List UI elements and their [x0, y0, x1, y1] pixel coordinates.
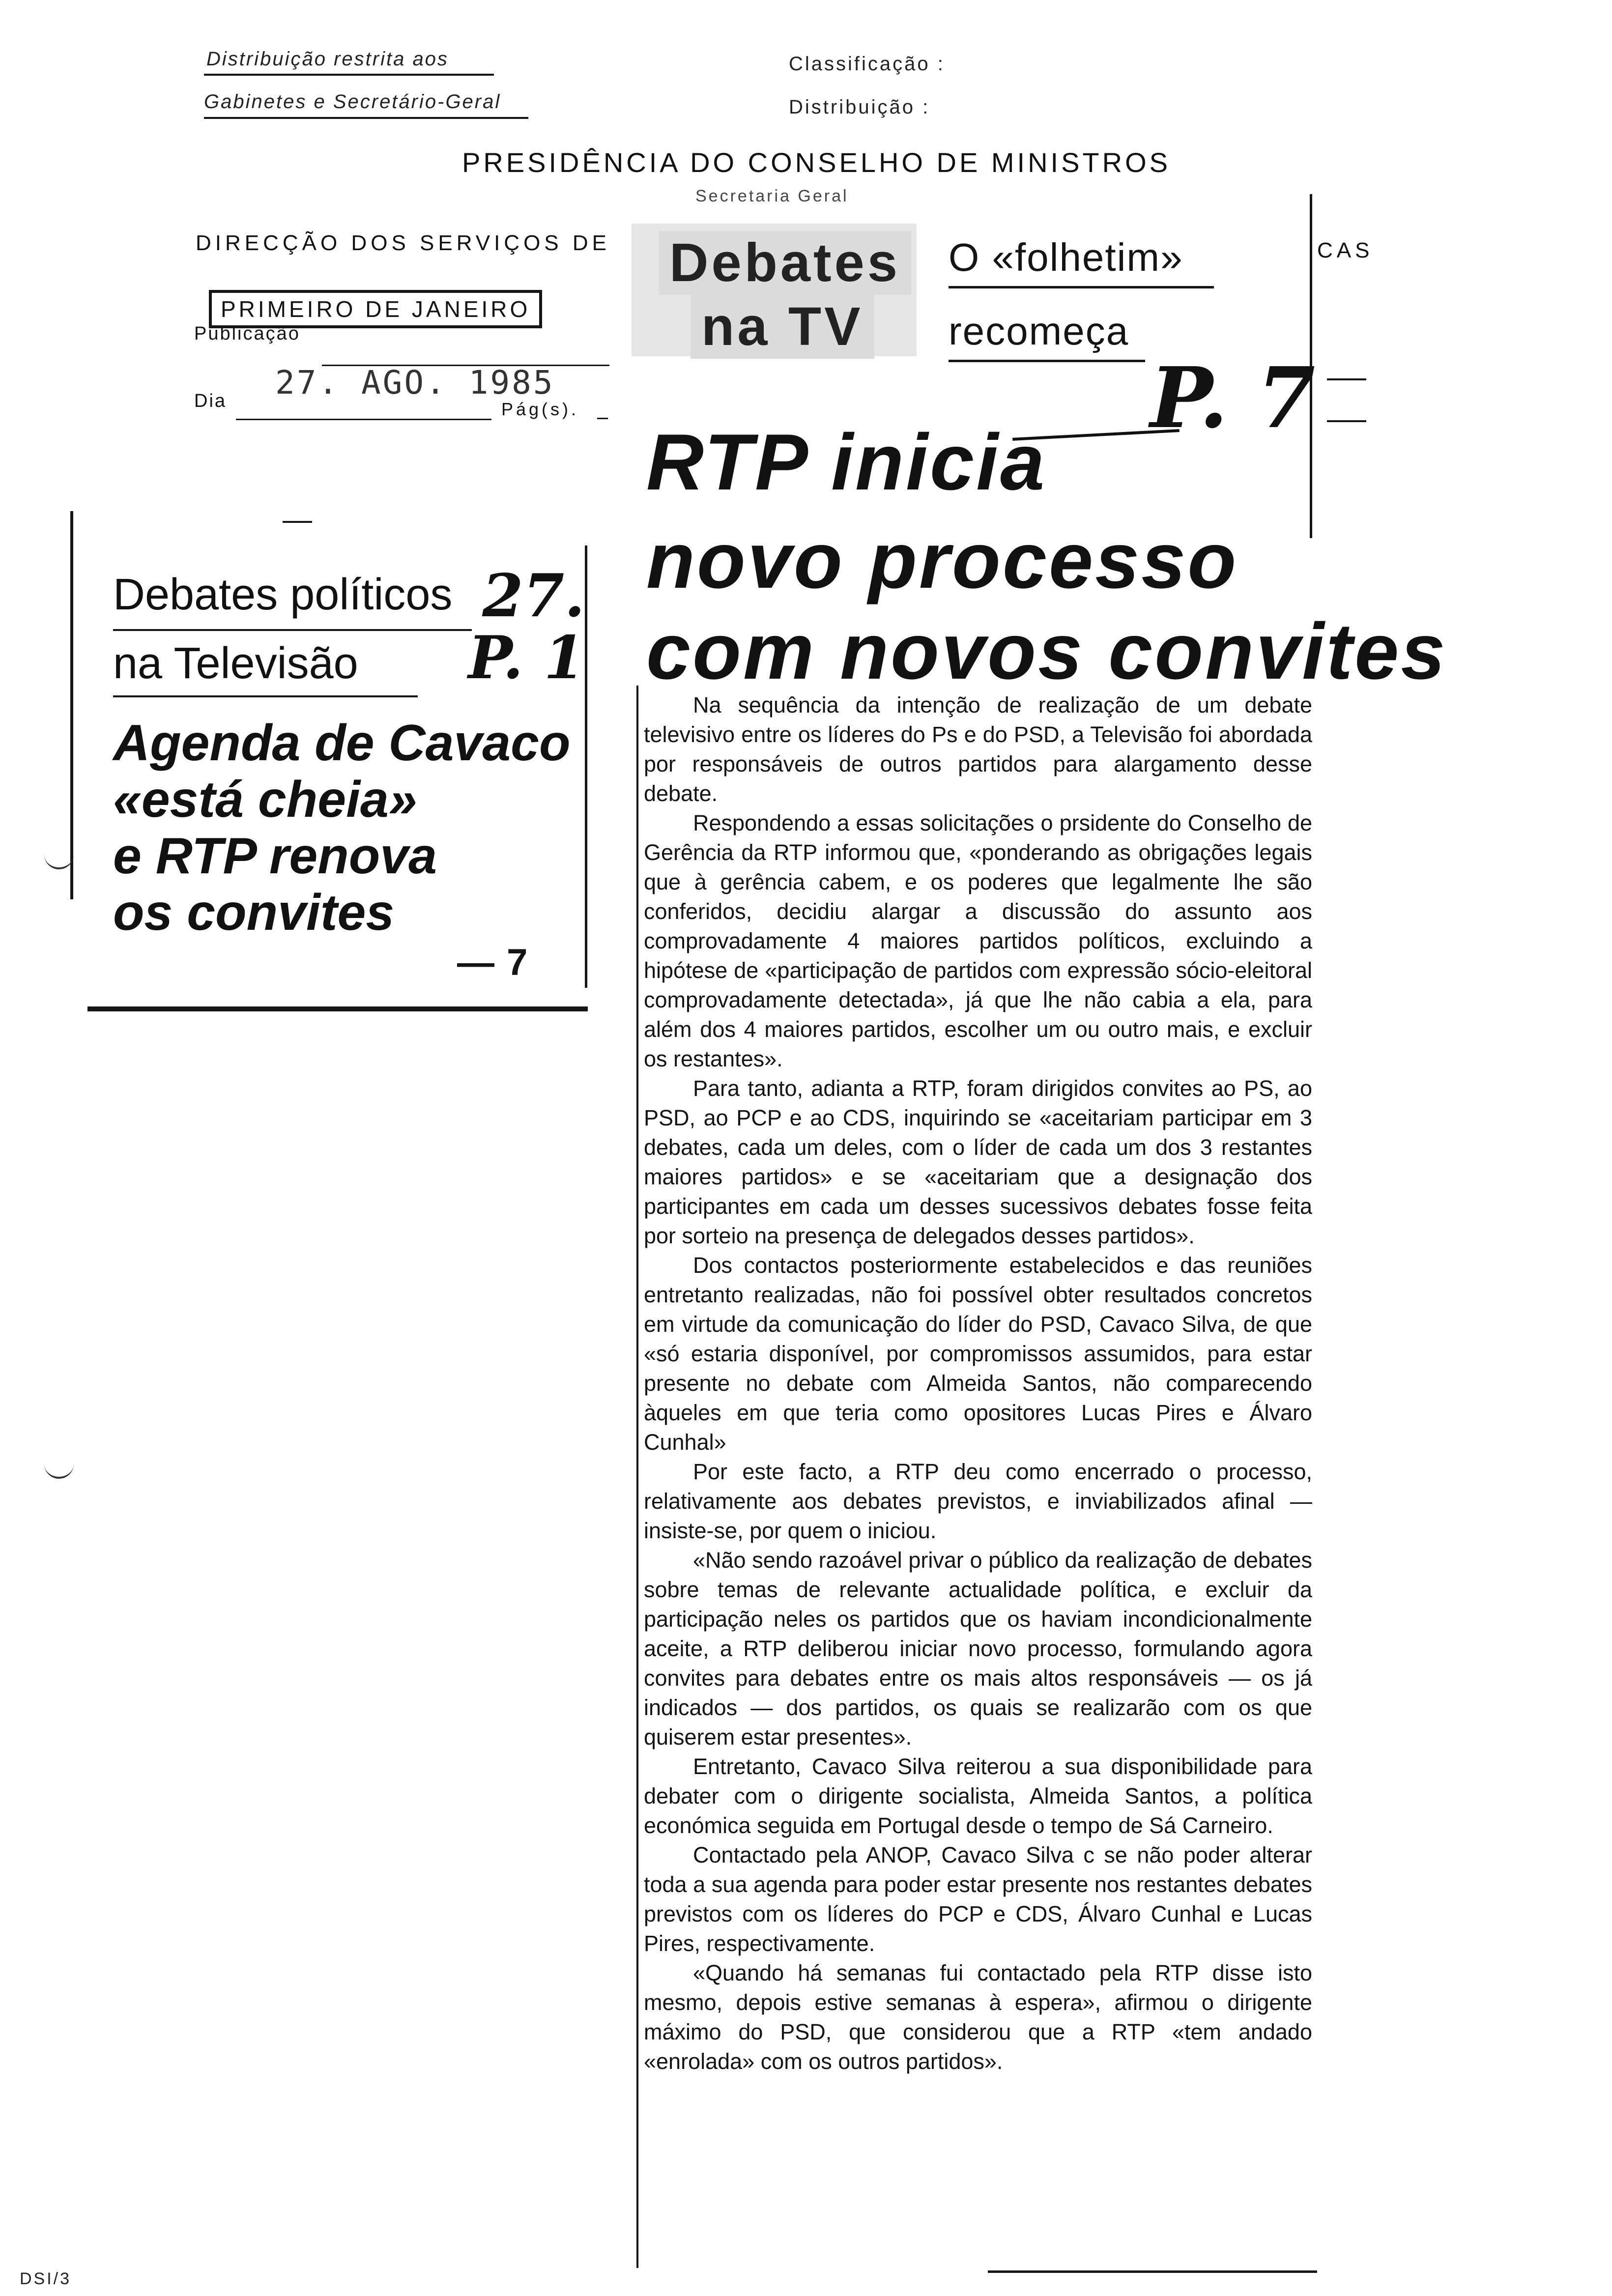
teaser-box-left-rule — [70, 511, 73, 899]
teaser-page-reference: — 7 — [457, 942, 529, 983]
article-paragraph-6: «Não sendo razoável privar o público da realização de debates sobre temas de relevante actualidade política, e excluir da participação neles os partidos que os haviam incondicionalmente aceite, a RTP deliberou iniciar novo processo, formulando agora convites para debates entre os mais altos responsáveis — os já indicados — dos partidos, os quais se realizarão com os que quiserem estar presentes». — [644, 1548, 1312, 1750]
article-paragraph-8: Contactado pela ANOP, Cavaco Silva c se não poder alterar toda a sua agenda para poder estar presente nos restantes debates previstos com os líderes do PCP e CDS, Álvaro Cunhal e Lucas Pires, respectivamente. — [644, 1842, 1312, 1956]
divider — [113, 629, 472, 631]
teaser-title-line2: na Televisão — [113, 639, 358, 688]
article-bottom-rule — [988, 2270, 1317, 2273]
teaser-subtitle-line2: «está cheia» — [113, 771, 417, 828]
divider — [283, 521, 312, 523]
secretariat-heading: Secretaria Geral — [695, 187, 849, 205]
article-paragraph-5: Por este facto, a RTP deu como encerrado o processo, relativamente aos debates previstos, e inviabilizados afinal — insiste-se, por quem o iniciou. — [644, 1459, 1312, 1543]
article-column-rule — [636, 686, 638, 2268]
classification-label: Classificação : — [789, 53, 945, 75]
section-title-line2: na TV — [691, 295, 874, 359]
distribution-note-line1: Distribuição restrita aos — [206, 48, 449, 70]
publication-stamp: PRIMEIRO DE JANEIRO — [209, 290, 542, 328]
publication-label: Publicação — [194, 323, 300, 344]
article-paragraph-9: «Quando há semanas fui contactado pela RTP disse isto mesmo, depois estive semanas à espera», afirmou o dirigente máximo do PSD, que considerou que a RTP «tem andado «enrolada» com os outros partidos». — [644, 1960, 1312, 2074]
document-code: DSI/3 — [20, 2269, 72, 2288]
day-label: Dia — [194, 391, 227, 411]
teaser-subtitle-line4: os convites — [113, 884, 395, 941]
divider — [1327, 420, 1366, 422]
handwritten-page-note: P. 7 — [1150, 349, 1316, 447]
divider — [949, 286, 1214, 288]
distribution-label: Distribuição : — [789, 96, 930, 118]
article-paragraph-2: Respondendo a essas solicitações o prsidente do Conselho de Gerência da RTP informou que, «ponderando as obrigações legais que à gerência cabem, e os poderes que legalmente lhe são conferidos, decidiu alargar a discussão do assunto aos comprovadamente 4 maiores partidos políticos, excluindo a hipótese de «participação de partidos com expressão sócio-eleitoral comprovadamente detectada», já que lhe não cabia a ela, para além dos 4 maiores partidos, escolher um ou outro mais, e excluir os restantes». — [644, 810, 1312, 1071]
divider — [597, 418, 608, 419]
article-paragraph-4: Dos contactos posteriormente estabelecidos e das reuniões entretanto realizadas, não foi possível obter resultados concretos em virtude da comunicação do líder do PSD, Cavaco Silva, de que «só estaria disponível, por compromissos assumidos, para estar presente no debate com Almeida Santos, não comparecendo àqueles em que teria como opositores Lucas Pires e Álvaro Cunhal» — [644, 1253, 1312, 1455]
teaser-title-line1: Debates políticos — [113, 570, 453, 619]
divider — [113, 695, 418, 697]
article-paragraph-3: Para tanto, adianta a RTP, foram dirigidos convites ao PS, ao PSD, ao PCP e ao CDS, inquirindo se «aceitariam participar em 3 debates, cada um deles, com o líder de cada um dos 3 restantes maiores partidos» e se «aceitariam que a designação dos participantes em cada um desses sucessivos debates fosse feita por sorteio na presença de delegados desses partidos». — [644, 1076, 1312, 1248]
handwritten-teaser-note: 27. P. 1 — [468, 561, 585, 692]
divider — [949, 360, 1145, 362]
headline-line1: RTP inicia — [646, 418, 1047, 507]
series-title-line1: O «folhetim» — [949, 235, 1183, 279]
teaser-box-right-rule — [585, 545, 587, 988]
article-paragraph-7: Entretanto, Cavaco Silva reiterou a sua disponibilidade para debater com o dirigente socialista, Almeida Santos, a política económica seguida em Portugal desde o tempo de Sá Carneiro. — [644, 1754, 1312, 1838]
presidency-heading: PRESIDÊNCIA DO CONSELHO DE MINISTROS — [462, 147, 1171, 178]
divider — [236, 419, 491, 420]
punch-mark — [44, 1462, 74, 1479]
series-title-line2: recomeça — [949, 309, 1129, 353]
teaser-subtitle-line3: e RTP renova — [113, 828, 437, 885]
divider — [204, 74, 494, 76]
teaser-subtitle-line1: Agenda de Cavaco — [113, 715, 571, 772]
teaser-box-bottom-rule — [87, 1006, 588, 1011]
section-title-line1: Debates — [659, 231, 911, 295]
headline-line2: novo processo — [646, 516, 1238, 605]
divider — [1327, 378, 1366, 380]
divider — [204, 117, 528, 119]
distribution-note-line2: Gabinetes e Secretário-Geral — [204, 91, 501, 113]
date-stamp: 27. AGO. 1985 — [275, 364, 555, 402]
punch-mark — [44, 853, 74, 869]
article-paragraph-1: Na sequência da intenção de realização de um debate televisivo entre os líderes do Ps e do PSD, a Televisão foi abordada por responsáveis de outros partidos para alargamento desse debate. — [644, 692, 1312, 806]
directorate-heading: DIRECÇÃO DOS SERVIÇOS DE — [196, 231, 610, 255]
headline-line3: com novos convites — [646, 607, 1447, 696]
directorate-cut-text: CAS — [1317, 238, 1374, 262]
pages-label: Pág(s). — [501, 399, 579, 419]
article-body — [644, 690, 1312, 2076]
